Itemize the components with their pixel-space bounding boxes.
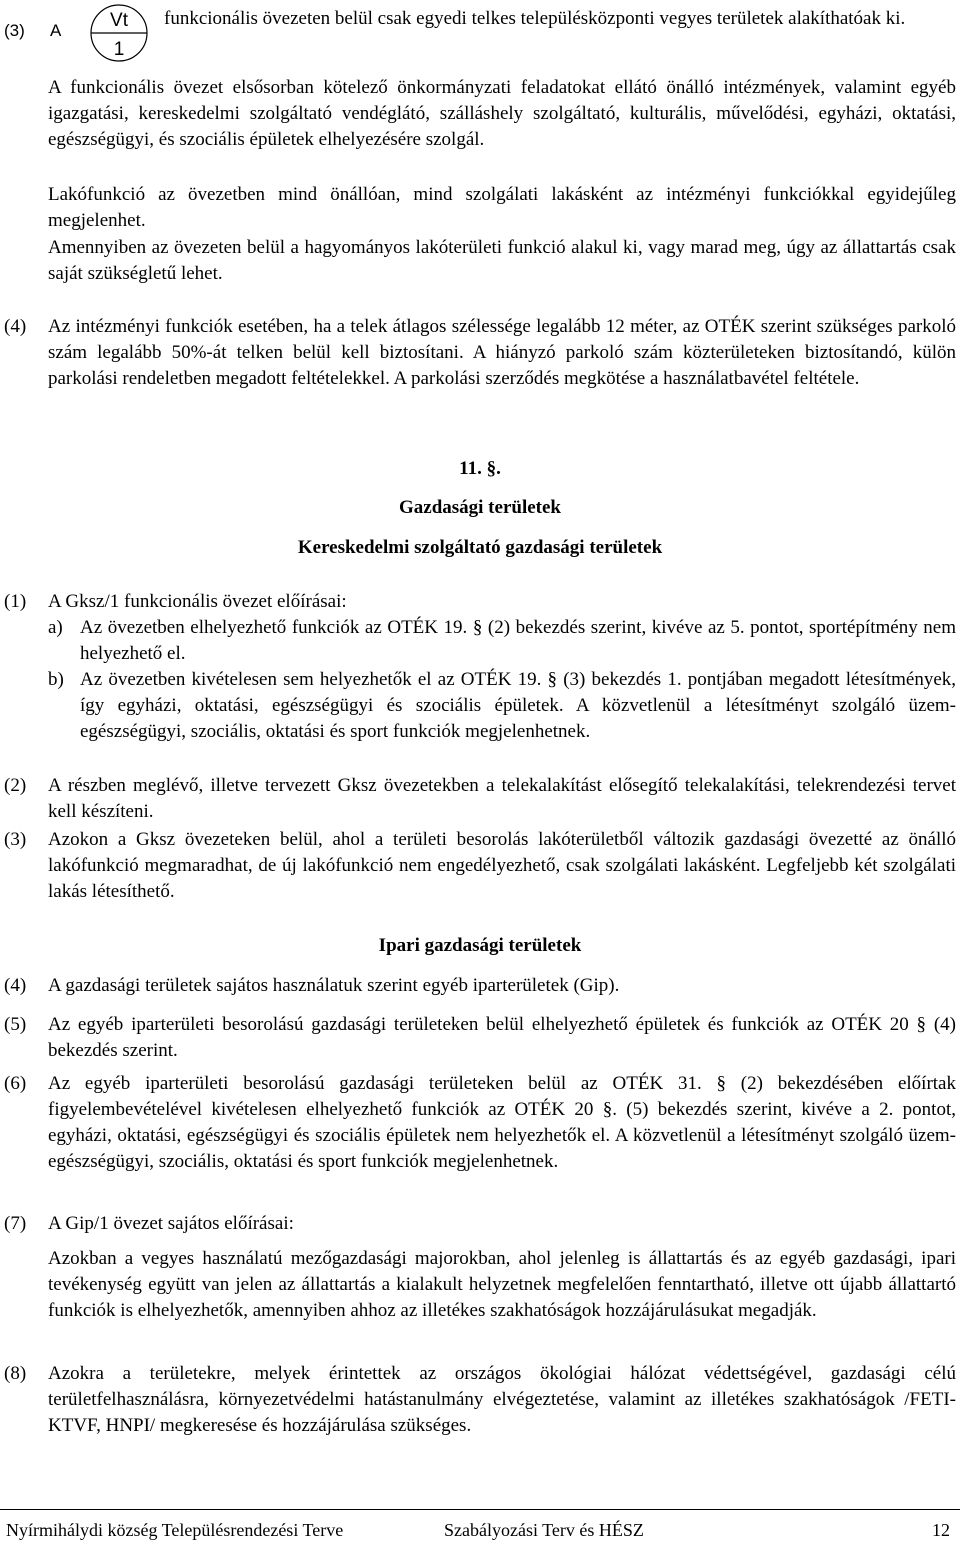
paragraph-gksz3: Azokon a Gksz övezeteken belül, ahol a területi besorolás lakóterületből változik gazdasági övezetté az önálló lakófunkció megmaradhat, de új lakófunkció nem engedélyezhető, csak szolgálati lakásként. Legfeljebb két szolgálati lakás létesíthető. [48,829,956,902]
paragraph-housing: Lakófunkció az övezetben mind önállóan, mind szolgálati lakásként az intézményi funkciókkal egyidejűleg megjelenhet. [48,184,956,231]
paragraph-gip7: A Gip/1 övezet sajátos előírásai: [48,1213,294,1234]
paragraph-gip6: Az egyéb iparterületi besorolású gazdasági területeken belül az OTÉK 31. § (2) bekezdésében előírtak figyelembevételével kivételesen elhelyezhető funkciók az OTÉK 20 §. (5) bekezdés szerint, kivéve a 2. pontot, egyházi, oktatási, egészségügyi és szociális épületek nem helyezhetők el. A közvetlenül a létesítményt szolgáló üzem-egészségügyi, szociális, oktatási és sport funkciók megjelenhetnek. [48,1073,956,1172]
sub-item-label: b) [48,669,64,690]
subsection-title: Ipari gazdasági területek [378,935,582,956]
item-number: (3) [4,829,27,850]
paragraph-gip5: Az egyéb iparterületi besorolású gazdasági területeken belül elhelyezhető épületek és funkciók az OTÉK 20 § (4) bekezdés szerint. [48,1014,956,1061]
sub-item-label: a) [48,617,63,638]
header-intro: funkcionális övezeten belül csak egyedi telkes településközponti vegyes területek alakíthatóak ki. [164,8,906,29]
item-number: (5) [4,1014,27,1035]
footer-doc-title: Nyírmihálydi község Településrendezési Terve [6,1520,344,1540]
section-title: Gazdasági területek [398,497,561,518]
section-number: 11. §. [459,458,501,479]
footer-divider [0,1509,960,1510]
item-number: (6) [4,1073,27,1094]
item-number: (2) [4,775,27,796]
item-number: (3) [4,21,25,40]
item-number: (7) [4,1213,27,1234]
zone-symbol-top: Vt [110,10,128,31]
paragraph-gksz1-b: Az övezetben kivételesen sem helyezhetők el az OTÉK 19. § (3) bekezdés 1. pontjában megadott létesítmények, így egyházi, oktatási, egészségügyi és szociális épületek. A közvetlenül a létesítményt szolgáló üzem-egészségügyi, szociális, oktatási és sport funkciók megjelenhetnek. [80,669,956,742]
zone-letter: A [50,21,62,40]
paragraph-parking: Az intézményi funkciók esetében, ha a telek átlagos szélessége legalább 12 méter, az OTÉK szerint szükséges parkoló szám legalább 50%-át telken belül kell biztosítani. A hiányzó parkoló szám közterületeken biztosítandó, külön parkolási rendeletben megadott feltételekkel. A parkolási szerződés megkötése a használatbavétel feltétele. [48,316,956,389]
subsection-title: Kereskedelmi szolgáltató gazdasági területek [297,537,663,558]
item-number: (4) [4,316,27,337]
paragraph-gksz1: A Gksz/1 funkcionális övezet előírásai: [48,591,347,612]
zone-symbol-bottom: 1 [113,39,125,60]
paragraph-gksz2: A részben meglévő, illetve tervezett Gksz övezetekben a telekalakítást elősegítő telekalakítási, telekrendezési tervet kell készíteni. [48,775,956,822]
paragraph-functions: A funkcionális övezet elsősorban kötelező önkormányzati feladatokat ellátó önálló intézmények, valamint egyéb igazgatási, kereskedelmi szolgáltató vendéglátó, szálláshely szolgáltató, kulturális, művelődési, egyházi, oktatási, egészségügyi, és szociális épületek elhelyezésére szolgál. [48,77,956,150]
zone-symbol [88,4,150,62]
paragraph-gksz1-a: Az övezetben elhelyezhető funkciók az OTÉK 19. § (2) bekezdés szerint, kivéve az 5. pontot, sportépítmény nem helyezhető el. [80,617,956,664]
item-number: (1) [4,591,27,612]
item-number: (4) [4,975,27,996]
page-number: 12 [932,1520,950,1540]
paragraph-gip4: A gazdasági területek sajátos használatuk szerint egyéb iparterületek (Gip). [48,975,620,996]
paragraph-gip7-body: Azokban a vegyes használatú mezőgazdasági majorokban, ahol jelenleg is állattartás és az egyéb gazdasági, ipari tevékenység együtt van jelen az állattartás a kialakult helyzetnek megfelelően fenntartható, illetve ott újabb állattartó funkciók is elhelyezhetők, amennyiben ahhoz az illetékes szakhatóságok hozzájárulásukat megadják. [48,1248,956,1321]
item-number: (8) [4,1363,27,1384]
paragraph-gip8: Azokra a területekre, melyek érintettek az országos ökológiai hálózat védettségével, gazdasági célú területfelhasználásra, környezetvédelmi hatástanulmány elvégeztetése, valamint az illetékes szakhatóságok /FETI-KTVF, HNPI/ megkeresése és hozzájárulása szükséges. [48,1363,956,1436]
footer-section: Szabályozási Terv és HÉSZ [444,1520,644,1540]
paragraph-animal-keeping: Amennyiben az övezeten belül a hagyományos lakóterületi funkció alakul ki, vagy marad meg, úgy az állattartás csak saját szükségletű lehet. [48,237,956,284]
